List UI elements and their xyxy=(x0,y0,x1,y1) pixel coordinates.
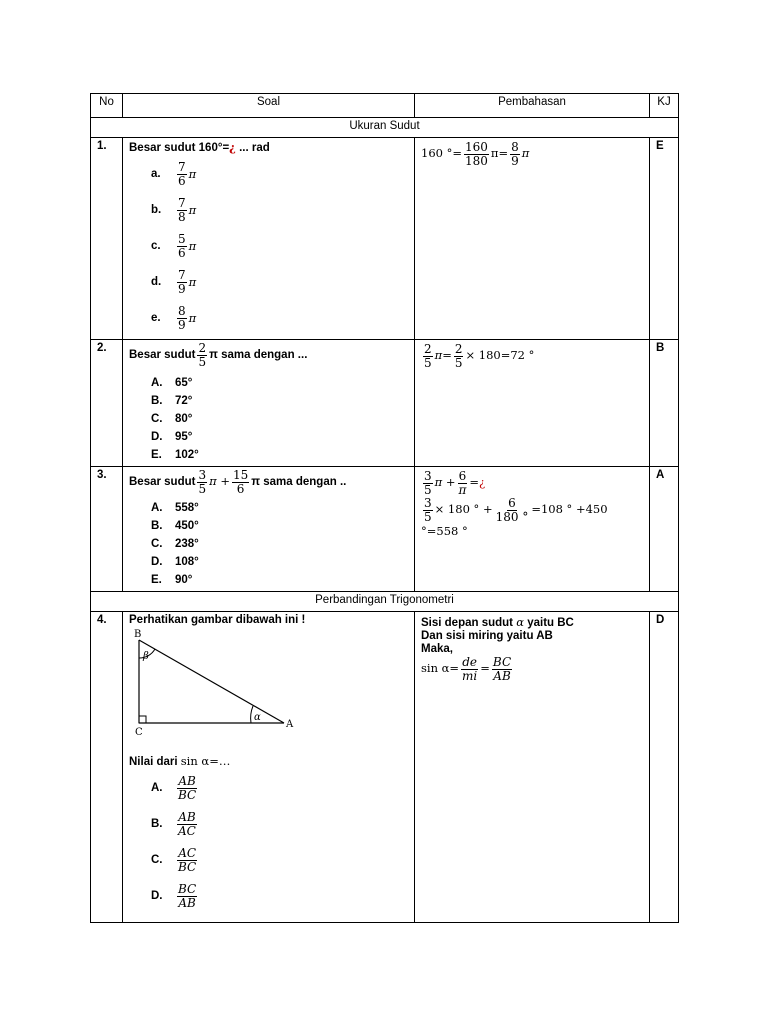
question-number: 4. xyxy=(91,612,123,923)
fraction-numerator: 3 xyxy=(424,469,432,484)
question-prefix: Nilai dari xyxy=(129,756,178,769)
fraction-denominator: 6 xyxy=(236,481,245,496)
question-number: 3. xyxy=(91,467,123,592)
solution-fraction xyxy=(423,343,433,369)
question-cell xyxy=(123,612,415,923)
vertex-a-label: A xyxy=(286,719,294,731)
option-text: 80° xyxy=(175,413,193,426)
fraction-denominator: 6 xyxy=(178,245,186,260)
option-d xyxy=(151,878,408,914)
question-text xyxy=(129,469,408,495)
option-letter: B. xyxy=(151,395,163,408)
option-fraction xyxy=(177,161,187,187)
fraction-numerator: AC xyxy=(178,846,197,861)
pi-symbol: π xyxy=(521,146,530,161)
solution-text: Sisi depan sudut xyxy=(421,617,514,630)
option-text: 558° xyxy=(175,502,199,515)
solution-line xyxy=(421,470,643,496)
option-text: 102° xyxy=(175,449,199,462)
option-c xyxy=(151,410,408,428)
question-suffix: ... rad xyxy=(235,142,270,154)
solution-text: sin α= xyxy=(421,661,460,676)
option-letter: C. xyxy=(151,854,163,867)
question-suffix: π sama dengan ... xyxy=(209,349,308,362)
fraction-numerator: 7 xyxy=(178,267,186,282)
option-letter: A. xyxy=(151,377,163,390)
solution-text: = xyxy=(480,661,490,676)
solution-fraction xyxy=(464,141,489,167)
option-list xyxy=(151,499,408,589)
question-mark: ¿ xyxy=(229,140,236,154)
solution-fraction xyxy=(461,656,478,682)
fraction-numerator: 6 xyxy=(458,469,467,484)
option-a xyxy=(151,374,408,392)
solution-text: π= xyxy=(434,348,452,363)
fraction-numerator: de xyxy=(462,655,478,670)
question-cell xyxy=(123,340,415,467)
solution-text: × 180 ° + xyxy=(434,502,493,517)
fraction-denominator: 8 xyxy=(178,209,186,224)
solution-text: yaitu BC xyxy=(527,617,574,630)
option-letter: E. xyxy=(151,574,162,587)
option-letter: b. xyxy=(151,204,162,216)
option-text: 72° xyxy=(175,395,193,408)
option-fraction xyxy=(177,233,187,259)
option-fraction xyxy=(177,847,197,873)
option-list xyxy=(151,156,408,336)
section-title: Ukuran Sudut xyxy=(91,118,679,138)
option-a xyxy=(151,770,408,806)
option-letter: C. xyxy=(151,538,163,551)
fraction-denominator: 5 xyxy=(454,355,463,370)
solution-cell xyxy=(415,612,650,923)
solution-cell xyxy=(415,340,650,467)
option-letter: B. xyxy=(151,520,163,533)
pi-symbol: π xyxy=(188,311,197,325)
solution-cell xyxy=(415,138,650,340)
fraction-denominator: 9 xyxy=(178,317,186,332)
option-text: 95° xyxy=(175,431,193,444)
fraction-numerator: AB xyxy=(178,774,196,789)
option-letter: c. xyxy=(151,240,161,252)
option-b xyxy=(151,192,408,228)
fraction-denominator: 5 xyxy=(424,355,432,370)
option-fraction xyxy=(177,775,197,801)
option-list xyxy=(151,374,408,464)
solution-line xyxy=(421,141,643,167)
header-pembahasan: Pembahasan xyxy=(415,94,650,118)
answer-key: E xyxy=(650,138,679,340)
side-ab xyxy=(139,640,284,723)
fraction-numerator: BC xyxy=(492,655,512,670)
answer-key: D xyxy=(650,612,679,923)
option-letter: E. xyxy=(151,449,162,462)
question-text xyxy=(129,342,408,368)
question-fraction xyxy=(197,469,207,495)
question-prefix: Besar sudut xyxy=(129,349,196,362)
option-list xyxy=(151,770,408,914)
solution-text: =108 ° +450 °=558 ° xyxy=(421,502,608,538)
fraction-numerator: BC xyxy=(178,882,197,897)
answer-key: B xyxy=(650,340,679,467)
alpha-label: α xyxy=(254,712,261,724)
fraction-denominator: 180 xyxy=(465,153,488,168)
question-prefix: Besar sudut 160°= xyxy=(129,142,230,154)
fraction-denominator: 5 xyxy=(424,509,432,524)
option-text: 238° xyxy=(175,538,199,551)
option-fraction xyxy=(177,197,187,223)
right-angle-mark xyxy=(139,716,146,723)
solution-fraction xyxy=(492,656,512,682)
fraction-denominator: AC xyxy=(178,823,196,838)
solution-fraction xyxy=(458,470,468,496)
fraction-denominator: 5 xyxy=(424,482,432,497)
fraction-denominator: 5 xyxy=(198,481,207,496)
fraction-denominator: 9 xyxy=(511,153,519,168)
option-c xyxy=(151,228,408,264)
option-c xyxy=(151,535,408,553)
fraction-numerator: 2 xyxy=(198,341,207,355)
fraction-denominator: mi xyxy=(462,668,478,683)
option-letter: B. xyxy=(151,818,163,831)
option-b xyxy=(151,392,408,410)
question-math: sin α=… xyxy=(180,754,231,769)
alpha-symbol: α xyxy=(516,615,524,630)
fraction-numerator: 7 xyxy=(178,159,186,174)
fraction-numerator: 7 xyxy=(178,195,186,210)
solution-line xyxy=(421,656,643,682)
option-d xyxy=(151,428,408,446)
header-row xyxy=(91,94,679,118)
solution-cell xyxy=(415,467,650,592)
fraction-numerator: 160 xyxy=(465,140,488,154)
fraction-denominator: AB xyxy=(493,668,511,683)
option-letter: D. xyxy=(151,556,163,569)
question-row-3 xyxy=(91,467,679,592)
vertex-c-label: C xyxy=(135,727,143,739)
question-row-4 xyxy=(91,612,679,923)
solution-text: × 180=72 ° xyxy=(465,348,535,363)
question-text xyxy=(129,140,408,154)
question-text: Perhatikan gambar dibawah ini ! xyxy=(129,614,306,627)
solution-fraction xyxy=(423,470,433,496)
option-text: 65° xyxy=(175,377,193,390)
solution-fraction xyxy=(510,141,520,167)
solution-text: π + xyxy=(434,475,456,490)
fraction-denominator: 9 xyxy=(178,281,186,296)
question-fraction xyxy=(197,342,207,368)
fraction-numerator: 6 xyxy=(508,496,516,511)
fraction-numerator: 15 xyxy=(232,468,249,483)
solution-line xyxy=(421,615,643,629)
solution-fraction xyxy=(495,497,530,523)
option-d xyxy=(151,264,408,300)
header-kj: KJ xyxy=(650,94,679,118)
pi-symbol: π xyxy=(188,203,197,217)
question-row-1 xyxy=(91,138,679,340)
option-fraction xyxy=(177,269,187,295)
fraction-numerator: AB xyxy=(178,810,196,825)
question-ask xyxy=(129,754,408,768)
fraction-denominator: AB xyxy=(178,895,196,910)
option-letter: A. xyxy=(151,782,163,795)
option-letter: D. xyxy=(151,890,163,903)
question-number: 2. xyxy=(91,340,123,467)
question-suffix: π sama dengan .. xyxy=(251,476,347,489)
option-letter: A. xyxy=(151,502,163,515)
fraction-denominator: 180 ° xyxy=(495,509,529,524)
option-text: 108° xyxy=(175,556,199,569)
option-b xyxy=(151,517,408,535)
option-a xyxy=(151,499,408,517)
solution-line xyxy=(421,497,643,537)
option-b xyxy=(151,806,408,842)
solution-text: π= xyxy=(490,146,509,161)
option-a xyxy=(151,156,408,192)
answer-key: A xyxy=(650,467,679,592)
section-title: Perbandingan Trigonometri xyxy=(91,592,679,612)
fraction-numerator: 3 xyxy=(424,496,432,511)
fraction-numerator: 8 xyxy=(178,303,186,318)
option-text: 450° xyxy=(175,520,199,533)
option-letter: d. xyxy=(151,276,162,288)
fraction-denominator: π xyxy=(458,482,467,497)
question-cell xyxy=(123,467,415,592)
angle-alpha-arc xyxy=(251,706,253,723)
fraction-denominator: BC xyxy=(178,787,197,802)
question-number: 1. xyxy=(91,138,123,340)
fraction-numerator: 5 xyxy=(178,231,186,246)
section-row-ukuran-sudut xyxy=(91,118,679,138)
pi-symbol: π xyxy=(188,239,197,253)
vertex-b-label: B xyxy=(134,629,142,641)
solution-fraction xyxy=(454,343,464,369)
pi-symbol: π xyxy=(188,167,197,181)
option-c xyxy=(151,842,408,878)
header-no: No xyxy=(91,94,123,118)
option-letter: e. xyxy=(151,312,161,324)
question-fraction xyxy=(232,469,249,495)
fraction-numerator: 3 xyxy=(198,468,207,483)
question-operator: π + xyxy=(209,474,230,489)
section-row-perbandingan xyxy=(91,592,679,612)
pi-symbol: π xyxy=(188,275,197,289)
option-fraction xyxy=(177,811,197,837)
option-d xyxy=(151,553,408,571)
beta-label: β xyxy=(143,651,149,663)
solution-line: Maka, xyxy=(421,643,453,656)
option-letter: C. xyxy=(151,413,163,426)
option-letter: D. xyxy=(151,431,163,444)
option-e xyxy=(151,300,408,336)
solution-mark: ¿ xyxy=(479,475,486,490)
option-fraction xyxy=(177,305,187,331)
question-table xyxy=(90,93,679,923)
question-cell xyxy=(123,138,415,340)
solution-line xyxy=(421,343,643,369)
option-e xyxy=(151,446,408,464)
fraction-denominator: BC xyxy=(178,859,197,874)
triangle-figure xyxy=(129,626,309,738)
option-letter: a. xyxy=(151,168,161,180)
question-prefix: Besar sudut xyxy=(129,476,196,489)
fraction-denominator: 5 xyxy=(198,354,207,369)
fraction-numerator: 8 xyxy=(511,140,519,154)
fraction-denominator: 6 xyxy=(178,173,186,188)
solution-text: = xyxy=(469,475,480,490)
header-soal: Soal xyxy=(123,94,415,118)
fraction-numerator: 2 xyxy=(424,342,432,356)
question-row-2 xyxy=(91,340,679,467)
solution-line: Dan sisi miring yaitu AB xyxy=(421,630,553,643)
option-text: 90° xyxy=(175,574,193,587)
solution-text: 160 °= xyxy=(421,146,462,161)
option-fraction xyxy=(177,883,197,909)
solution-fraction xyxy=(423,497,433,523)
option-e xyxy=(151,571,408,589)
fraction-numerator: 2 xyxy=(454,342,463,356)
